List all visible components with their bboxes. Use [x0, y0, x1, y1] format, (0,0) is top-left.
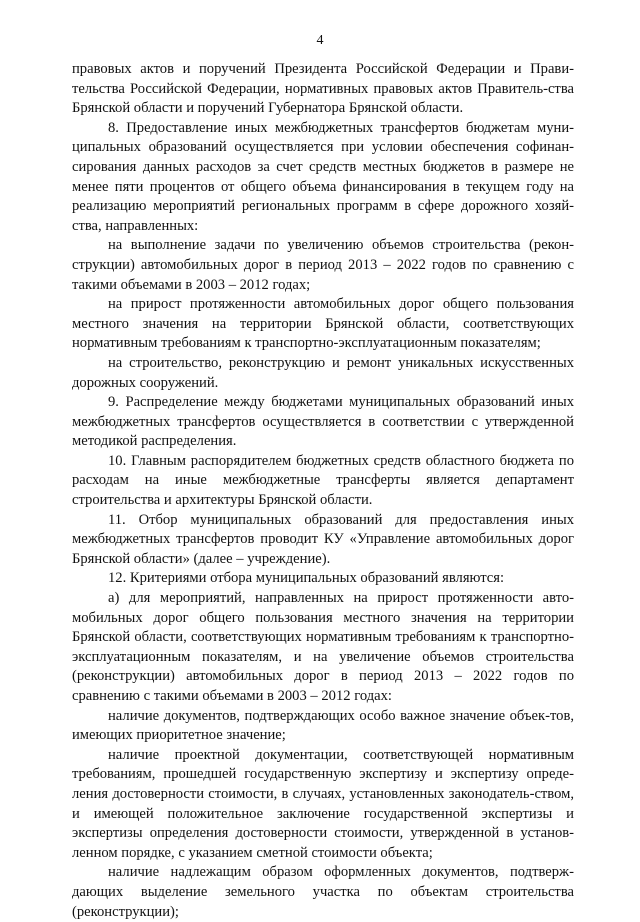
paragraph-criterion-land-plot: наличие надлежащим образом оформленных документов, подтверж-дающих выделение земельного участка по объектам строительства (реконструкции);	[72, 864, 574, 920]
paragraph-criterion-documents: наличие документов, подтверждающих особо важное значение объек-тов, имеющих приоритетное значение;	[72, 707, 574, 744]
paragraph-item-8-goal-structures: на строительство, реконструкцию и ремонт уникальных искусственных дорожных сооружений.	[72, 354, 574, 391]
paragraph-item-12: 12. Критериями отбора муниципальных образований являются:	[108, 570, 505, 587]
paragraph-item-12-a: а) для мероприятий, направленных на прирост протяженности авто-мобильных дорог общего пользования местного значения на территории Брянской области, соответствующих нормативным требованиям к транспортно-эксплуатационным показателям, и на увеличение объемов строительства (реконструкции) автомобильных дорог в период 2013 – 2022 годов по сравнению с такими объемами в 2003 – 2012 годах:	[72, 590, 574, 704]
paragraph-item-9: 9. Распределение между бюджетами муниципальных образований иных межбюджетных трансфертов осуществляется в соответствии с утвержденной методикой распределения.	[72, 394, 574, 450]
paragraph-item-11: 11. Отбор муниципальных образований для предоставления иных межбюджетных трансфертов проводит КУ «Управление автомобильных дорог Брянской области» (далее – учреждение).	[72, 511, 574, 567]
paragraph-continued-intro: правовых актов и поручений Президента Российской Федерации и Прави-тельства Российской Федерации, нормативных правовых актов Правитель-ства Брянской области и поручений Губернатора Брянской области.	[72, 61, 574, 117]
paragraph-item-8: 8. Предоставление иных межбюджетных трансфертов бюджетам муни-ципальных образований осуществляется при условии обеспечения софинан-сирования данных расходов за счет средств местных бюджетов в размере не менее пяти процентов от общего объема финансирования в текущем году на реализацию мероприятий региональных программ в сфере дорожного хозяй-ства, направленных:	[72, 119, 574, 234]
paragraph-item-8-goal-length: на прирост протяженности автомобильных дорог общего пользования местного значения на территории Брянской области, соответствующих нормативным требованиям к транспортно-эксплуатационным показателям;	[72, 296, 574, 352]
paragraph-item-10: 10. Главным распорядителем бюджетных средств областного бюджета по расходам на иные межбюджетные трансферты является департамент строительства и архитектуры Брянской области.	[72, 452, 574, 509]
paragraph-item-8-goal-construction: на выполнение задачи по увеличению объемов строительства (рекон-струкции) автомобильных дорог в период 2013 – 2022 годов по сравнению с такими объемами в 2003 – 2012 годах;	[72, 237, 574, 293]
page-number: 4	[316, 33, 324, 48]
document-body	[72, 60, 574, 922]
paragraph-criterion-project-documentation: наличие проектной документации, соответствующей нормативным требованиям, прошедшей государственную экспертизу и экспертизу опреде-ления достоверности стоимости, в случаях, установленных законодатель-ством, и имеющей положительное заключение государственной экспертизы и экспертизы определения достоверности стоимости, утвержденной в установ-ленном порядке, с указанием сметной стоимости объекта;	[72, 746, 574, 861]
